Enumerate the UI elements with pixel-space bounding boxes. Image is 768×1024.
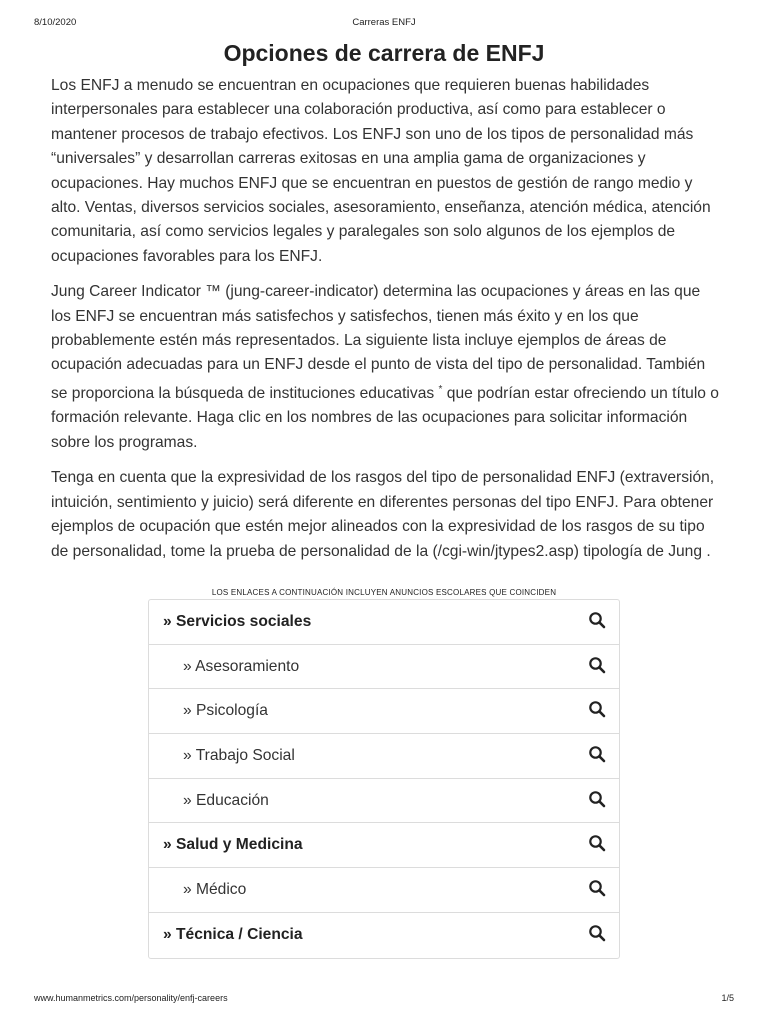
occupation-label: » Educación: [183, 791, 269, 809]
print-footer: [34, 993, 734, 1007]
page-title: Opciones de carrera de ENFJ: [223, 40, 545, 66]
occupation-label: » Salud y Medicina: [163, 836, 303, 854]
ads-note: LOS ENLACES A CONTINUACIÓN INCLUYEN ANUNCIOS ESCOLARES QUE COINCIDEN: [211, 588, 557, 597]
article-body: [51, 74, 721, 575]
occupation-item-educacion[interactable]: [149, 779, 619, 824]
search-icon[interactable]: [588, 745, 606, 763]
asterisk-mark: *: [438, 383, 443, 395]
search-icon[interactable]: [588, 700, 606, 718]
paragraph-career-indicator-text-a: Jung Career Indicator ™ (jung-career-indicator) determina las ocupaciones y áreas en las que los ENFJ se encuentran más satisfechos y satisfechos, tienen más éxito y en los que probablemente estén más representados. La siguiente lista incluye ejemplos de áreas de ocupación adecuadas para un ENFJ desde el punto de vista del tipo de personalidad. También se proporciona la búsqueda de instituciones educativas: [51, 283, 706, 403]
print-page-number: 1/5: [721, 993, 734, 1003]
occupation-label: » Técnica / Ciencia: [163, 925, 303, 943]
paragraph-expressiveness: Tenga en cuenta que la expresividad de los rasgos del tipo de personalidad ENFJ (extraversión, intuición, sentimiento y juicio) será diferente en diferentes personas del tipo ENFJ. Para obtener ejemplos de ocupación que estén mejor alineados con la expresividad de los rasgos de su tipo de personalidad, tome la prueba de personalidad de la (/cgi-win/jtypes2.asp) tipología de Jung .: [51, 469, 715, 560]
occupation-item-medico[interactable]: [149, 868, 619, 913]
print-doc-title: Carreras ENFJ: [352, 17, 416, 28]
occupation-item-asesoramiento[interactable]: [149, 645, 619, 690]
occupation-label: » Médico: [183, 881, 247, 899]
occupation-item-trabajo-social[interactable]: [149, 734, 619, 779]
paragraph-career-indicator-text-b: que podrían estar ofreciendo un título o formación relevante. Haga clic en los nombres de las ocupaciones para solicitar información sobre los programas.: [51, 385, 719, 451]
print-date: 8/10/2020: [34, 17, 77, 28]
occupation-label: » Trabajo Social: [183, 747, 295, 765]
search-icon[interactable]: [588, 834, 606, 852]
search-icon[interactable]: [588, 924, 606, 942]
search-icon[interactable]: [588, 790, 606, 808]
occupation-item-psicologia[interactable]: [149, 689, 619, 734]
print-header: [34, 17, 734, 31]
search-icon[interactable]: [588, 611, 606, 629]
occupation-item-salud-y-medicina[interactable]: [149, 823, 619, 868]
search-icon[interactable]: [588, 656, 606, 674]
paragraph-intro: Los ENFJ a menudo se encuentran en ocupaciones que requieren buenas habilidades interpersonales para establecer una colaboración productiva, así como para establecer o mantener procesos de trabajo efectivos. Los ENFJ son uno de los tipos de personalidad más “universales” y desarrollan carreras exitosas en una amplia gama de organizaciones y ocupaciones. Hay muchos ENFJ que se encuentran en puestos de gestión de rango medio y alto. Ventas, diversos servicios sociales, asesoramiento, enseñanza, atención médica, atención comunitaria, así como servicios legales y paralegales son solo algunos de los ejemplos de ocupaciones favorables para los ENFJ.: [51, 77, 711, 265]
occupation-label: » Asesoramiento: [183, 657, 300, 675]
occupation-label: » Servicios sociales: [163, 613, 312, 630]
occupation-list: [148, 599, 620, 959]
paragraph-career-indicator: [51, 280, 721, 455]
occupation-item-tecnica-ciencia[interactable]: [149, 913, 619, 958]
occupation-label: » Psicología: [183, 702, 268, 720]
occupation-item-servicios-sociales[interactable]: [149, 600, 619, 645]
print-url: www.humanmetrics.com/personality/enfj-careers: [34, 993, 228, 1003]
search-icon[interactable]: [588, 879, 606, 897]
